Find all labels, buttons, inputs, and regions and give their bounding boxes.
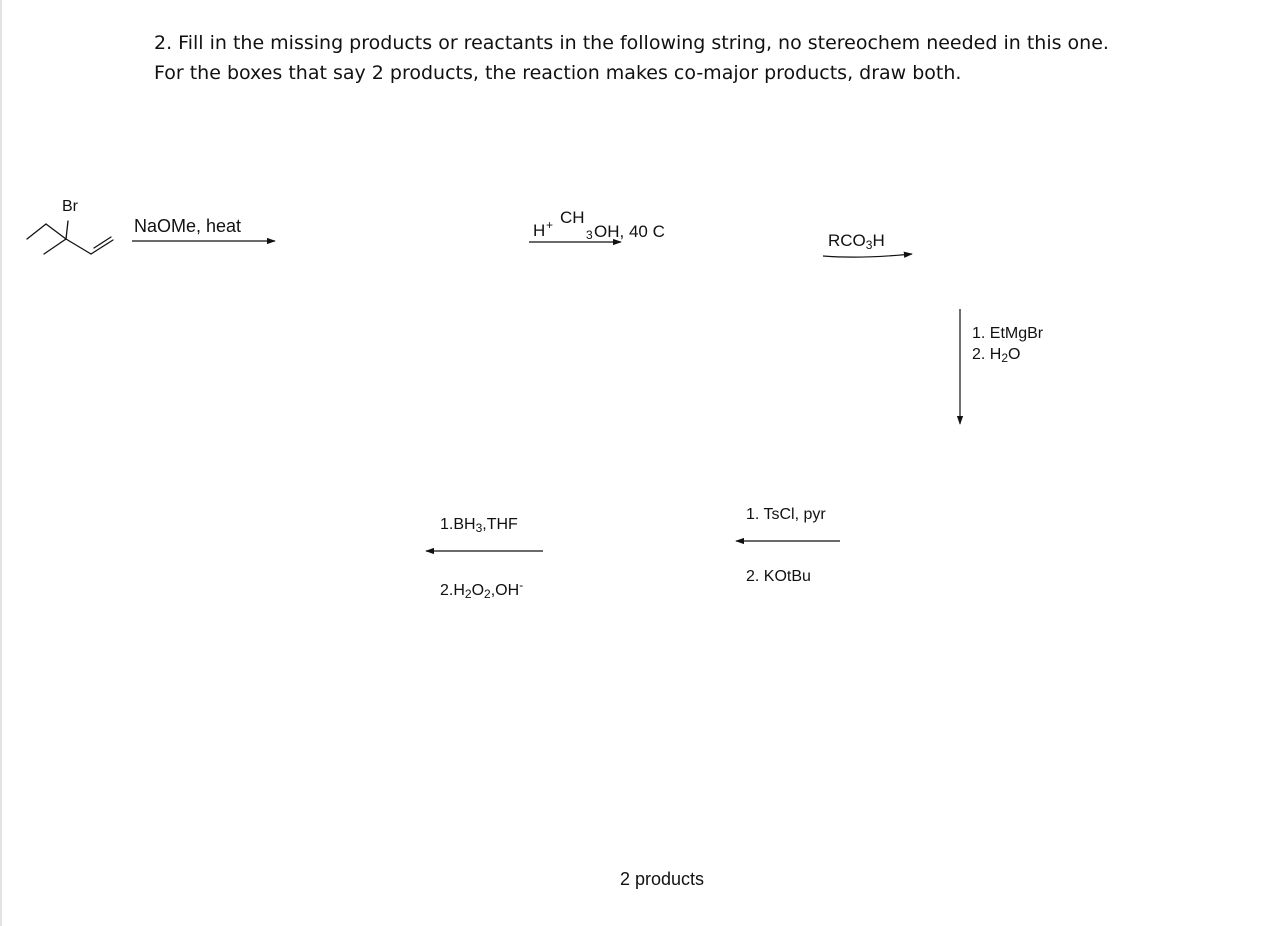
- products-note: 2 products: [620, 869, 705, 889]
- reagent-step4-line1: 1. EtMgBr: [972, 325, 1044, 342]
- reagent-step4-line2-sub: 2: [1001, 351, 1009, 365]
- reagent-step6-line2-sub2: 2: [484, 587, 491, 601]
- reagent-step3-post: H: [872, 231, 885, 250]
- reagent-step2-three: 3: [586, 228, 593, 242]
- reagent-step6-line1-post: ,THF: [482, 516, 518, 533]
- reagent-step4-line2: [972, 346, 1020, 365]
- reagent-step2-plus: +: [546, 218, 554, 232]
- reagent-step3-sub: 3: [865, 238, 873, 252]
- reagent-step6-line2-mid: O: [471, 582, 485, 599]
- instruction-line-1: 2. Fill in the missing products or reactants in the following string, no stereochem needed in this one.: [154, 32, 1109, 54]
- reagent-step1: NaOMe, heat: [134, 216, 242, 236]
- reagent-step5-line1: 1. TsCl, pyr: [746, 506, 826, 523]
- reagent-step6-line2-pre: 2.H: [440, 582, 465, 599]
- reagent-step6-line2: [440, 578, 523, 601]
- instruction-line-2: For the boxes that say 2 products, the reaction makes co-major products, draw both.: [154, 62, 962, 84]
- reagent-step6-line1-pre: 1.BH: [440, 516, 476, 533]
- reagent-step6-line2-sub1: 2: [464, 587, 472, 601]
- reagent-step3: [828, 231, 885, 252]
- reagent-step4-line2-post: O: [1008, 346, 1021, 363]
- reagent-step2-ch: CH: [560, 208, 585, 227]
- reagent-step5-line2: 2. KOtBu: [746, 568, 811, 585]
- bromine-atom-label: Br: [62, 198, 78, 215]
- reagent-step4-line2-pre: 2. H: [972, 346, 1002, 363]
- reagent-step3-pre: RCO: [828, 231, 866, 250]
- arrow-step3: [823, 254, 912, 257]
- reagent-step2-solvent: OH, 40 C: [594, 222, 665, 241]
- reagent-step6-line2-charge: -: [519, 578, 524, 592]
- reagent-step6-line2-post: ,OH: [490, 582, 520, 599]
- reagent-step2-acid: H: [533, 221, 546, 240]
- reagent-step6-line1: [440, 516, 518, 535]
- reagent-step6-line1-sub: 3: [475, 521, 483, 535]
- start-molecule-skeleton: [27, 221, 113, 254]
